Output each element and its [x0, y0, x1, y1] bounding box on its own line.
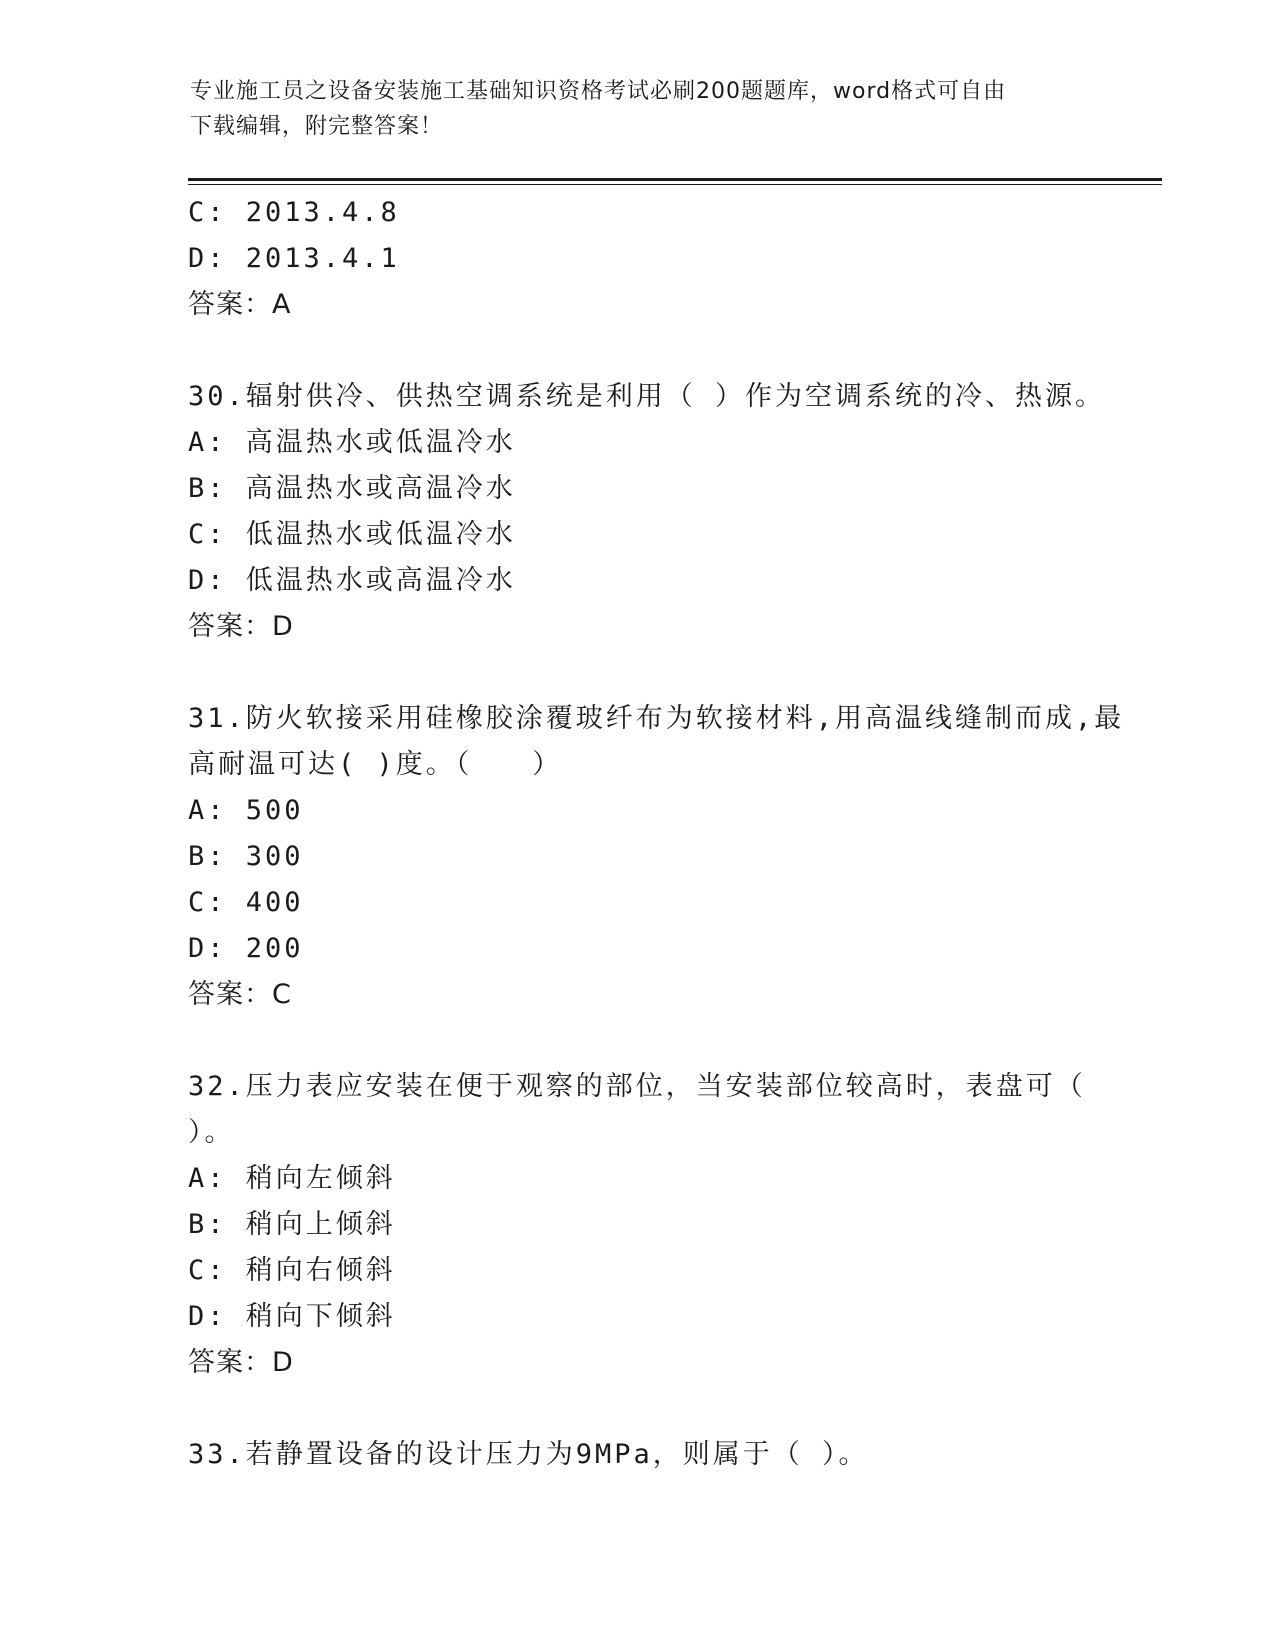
question-32 [188, 1064, 1088, 1386]
q32-question-line-2: ）。 [188, 1117, 235, 1148]
spacer [188, 328, 1088, 374]
q29-option-d: D: 2013.4.1 [188, 243, 400, 274]
q30-option-a: A: 高温热水或低温冷水 [188, 427, 516, 458]
q29-option-c: C: 2013.4.8 [188, 197, 400, 228]
q32-option-b: B: 稍向上倾斜 [188, 1209, 396, 1240]
header-line-2: 下载编辑，附完整答案！ [190, 114, 444, 139]
question-31 [188, 696, 1125, 1018]
q30-question: 30.辐射供冷、供热空调系统是利用（ ）作为空调系统的冷、热源。 [188, 381, 1106, 412]
q29-answer: 答案：A [188, 289, 292, 320]
q30-option-b: B: 高温热水或高温冷水 [188, 473, 516, 504]
q32-answer: 答案：D [188, 1347, 294, 1378]
spacer [188, 1386, 1088, 1432]
q32-question-line-1: 32.压力表应安装在便于观察的部位，当安装部位较高时，表盘可（ [188, 1071, 1086, 1102]
q31-answer: 答案：C [188, 979, 292, 1010]
q32-option-c: C: 稍向右倾斜 [188, 1255, 396, 1286]
q31-question-line-1: 31.防火软接采用硅橡胶涂覆玻纤布为软接材料,用高温线缝制而成,最 [188, 703, 1125, 734]
q32-option-a: A: 稍向左倾斜 [188, 1163, 396, 1194]
q31-option-d: D: 200 [188, 933, 304, 964]
question-content [188, 190, 1125, 1478]
question-29-tail [188, 190, 1088, 328]
spacer [188, 650, 1088, 696]
header-divider-thin [188, 184, 1162, 185]
page-header [190, 74, 1090, 144]
q31-option-a: A: 500 [188, 795, 304, 826]
header-line-1: 专业施工员之设备安装施工基础知识资格考试必刷200题题库，word格式可自由 [190, 79, 1007, 104]
header-divider-thick [188, 178, 1162, 181]
q32-option-d: D: 稍向下倾斜 [188, 1301, 396, 1332]
spacer [188, 1018, 1088, 1064]
q30-option-c: C: 低温热水或低温冷水 [188, 519, 516, 550]
q33-question: 33.若静置设备的设计压力为9MPa，则属于（ ）。 [188, 1439, 869, 1470]
q31-option-b: B: 300 [188, 841, 304, 872]
q30-answer: 答案：D [188, 611, 294, 642]
q31-option-c: C: 400 [188, 887, 304, 918]
q30-option-d: D: 低温热水或高温冷水 [188, 565, 516, 596]
question-33 [188, 1432, 1088, 1478]
question-30 [188, 374, 1106, 650]
q31-question-line-2: 高耐温可达( )度。（ ） [188, 749, 563, 780]
